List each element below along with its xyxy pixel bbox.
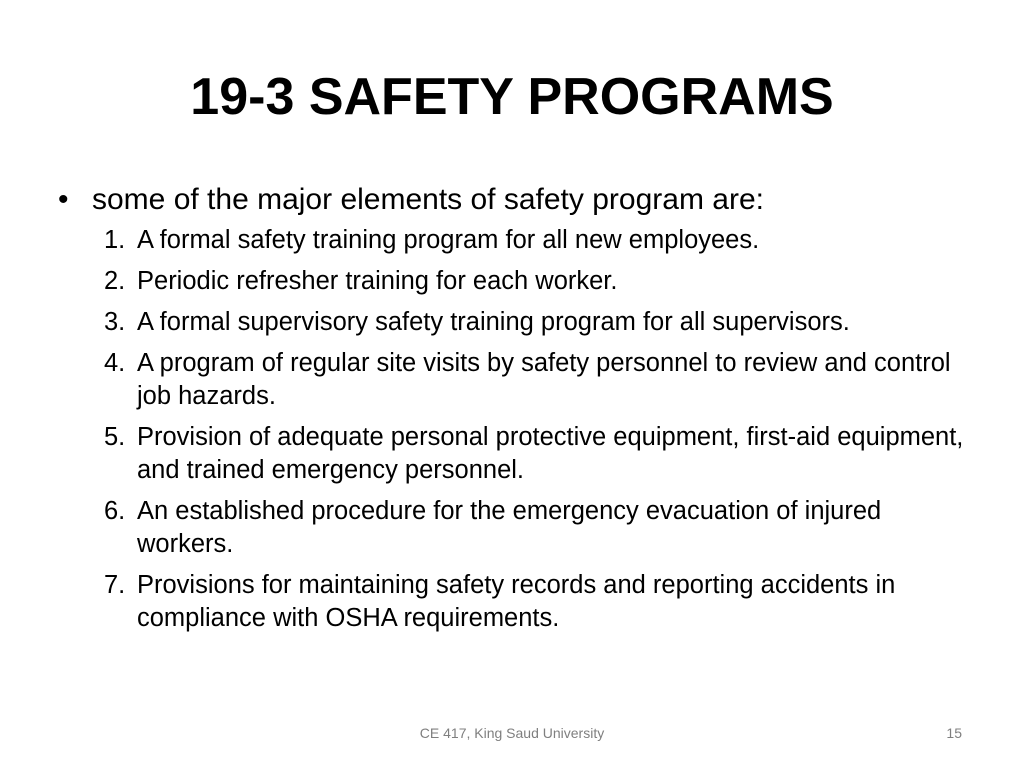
list-item-text: A program of regular site visits by safety personnel to review and control job hazards. (137, 349, 951, 410)
bullet-marker: • (58, 183, 69, 216)
list-item (104, 306, 977, 339)
list-item-text: Provisions for maintaining safety records and reporting accidents in compliance with OSHA requirements. (137, 571, 896, 632)
bullet-text: some of the major elements of safety program are: (92, 183, 764, 216)
slide-content (58, 178, 988, 643)
list-item (104, 265, 977, 298)
page-number: 15 (946, 725, 962, 741)
footer-text: CE 417, King Saud University (419, 725, 605, 741)
list-item-text: Periodic refresher training for each worker. (137, 267, 618, 295)
list-item (104, 495, 977, 561)
list-item-text: A formal supervisory safety training program for all supervisors. (137, 308, 850, 336)
list-item (104, 569, 977, 635)
list-item (104, 347, 977, 413)
list-item-number: 5. (104, 423, 126, 451)
list-item-text: A formal safety training program for all new employees. (137, 226, 760, 254)
list-item-number: 1. (104, 226, 126, 254)
list-item (104, 421, 977, 487)
list-item-text: Provision of adequate personal protective equipment, first-aid equipment, and trained emergency personnel. (137, 423, 964, 484)
slide-title: 19-3 SAFETY PROGRAMS (190, 68, 834, 126)
list-item-text: An established procedure for the emergency evacuation of injured workers. (137, 497, 882, 558)
list-item-number: 4. (104, 349, 126, 377)
list-item-number: 7. (104, 571, 126, 599)
list-item-number: 2. (104, 267, 126, 295)
list-item-number: 3. (104, 308, 126, 336)
list-item (104, 224, 977, 257)
numbered-list (58, 224, 988, 635)
list-item-number: 6. (104, 497, 126, 525)
bullet-item (58, 178, 988, 222)
